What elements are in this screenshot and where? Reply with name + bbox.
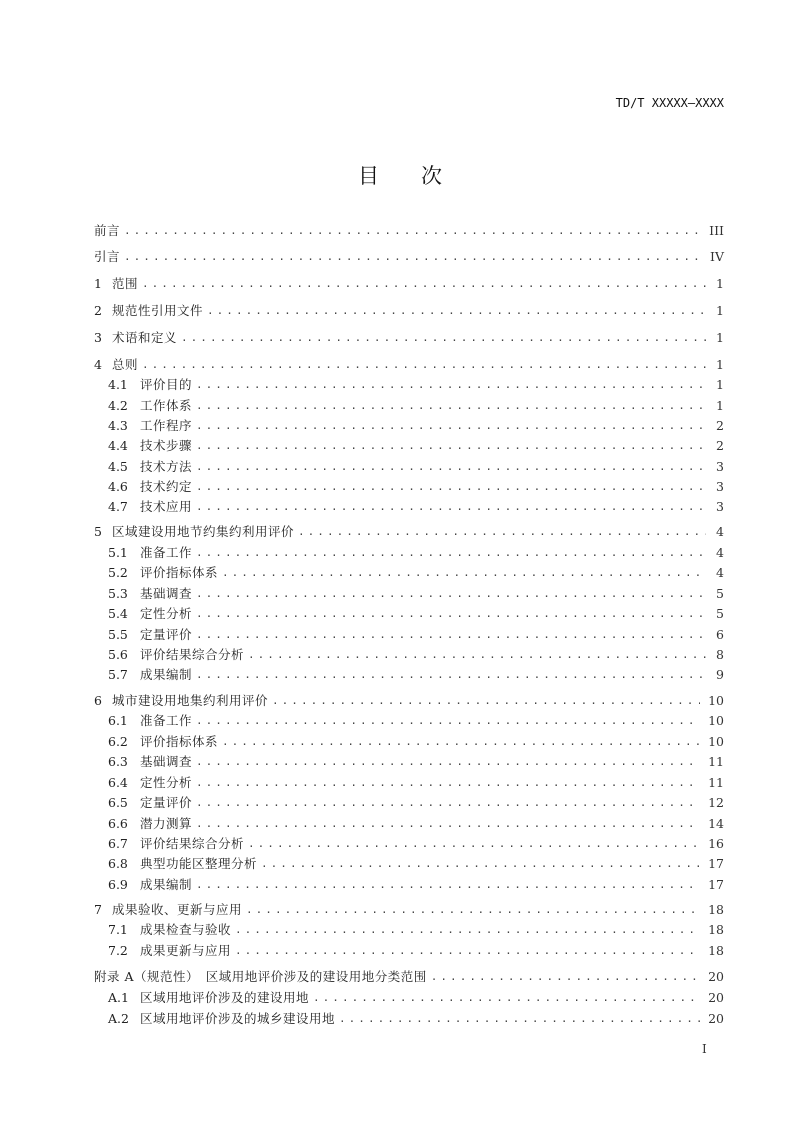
dot-leader bbox=[272, 692, 700, 710]
toc-entry-number: 7.1 bbox=[108, 922, 128, 937]
toc-entry[interactable] bbox=[108, 437, 724, 455]
toc-entry-number: 4 bbox=[94, 357, 102, 372]
dot-leader bbox=[222, 564, 706, 582]
toc-entry-title: 技术约定 bbox=[140, 479, 193, 494]
toc-entry-number: 5 bbox=[94, 524, 102, 539]
toc-entry-page: 4 bbox=[716, 545, 724, 560]
toc-entry[interactable] bbox=[108, 942, 724, 960]
toc-entry-number: 4.4 bbox=[108, 438, 128, 453]
toc-entry-number: 6.3 bbox=[108, 754, 128, 769]
toc-entry-page: 1 bbox=[716, 330, 724, 345]
toc-entry[interactable] bbox=[108, 712, 724, 730]
toc-entry-title: 总则 bbox=[112, 357, 139, 372]
dot-leader bbox=[313, 989, 700, 1007]
toc-entry[interactable] bbox=[108, 989, 724, 1007]
toc-entry-number: 5.5 bbox=[108, 627, 128, 642]
page-number: I bbox=[702, 1042, 707, 1056]
toc-entry-page: 5 bbox=[716, 586, 724, 601]
toc-entry-page: 10 bbox=[708, 693, 724, 708]
toc-entry-number: 6.8 bbox=[108, 856, 128, 871]
toc-entry-title: 前言 bbox=[94, 223, 121, 238]
toc-entry-page: IV bbox=[710, 249, 724, 264]
dot-leader bbox=[196, 774, 700, 792]
toc-entry-number: 4.7 bbox=[108, 499, 128, 514]
toc-entry-number: A.2 bbox=[108, 1011, 129, 1026]
toc-entry-title: 基础调查 bbox=[140, 586, 193, 601]
dot-leader bbox=[207, 302, 706, 320]
dot-leader bbox=[196, 458, 706, 476]
toc-entry-title: 附录 A（规范性） 区域用地评价涉及的建设用地分类范围 bbox=[94, 969, 427, 984]
toc-entry-page: 10 bbox=[708, 734, 724, 749]
dot-leader bbox=[124, 222, 701, 240]
toc-entry[interactable] bbox=[108, 397, 724, 415]
toc-entry[interactable] bbox=[94, 356, 724, 374]
toc-entry-title: 区域用地评价涉及的建设用地 bbox=[140, 990, 310, 1005]
toc-entry-title: 成果编制 bbox=[140, 877, 193, 892]
toc-entry[interactable] bbox=[94, 692, 724, 710]
toc-entry-page: 8 bbox=[716, 647, 724, 662]
dot-leader bbox=[235, 921, 700, 939]
toc-entry-page: 4 bbox=[716, 524, 724, 539]
toc-entry-title: 区域用地评价涉及的城乡建设用地 bbox=[140, 1011, 336, 1026]
toc-entry[interactable] bbox=[108, 1010, 724, 1028]
page-title bbox=[0, 160, 800, 190]
toc-entry-title: 范围 bbox=[112, 276, 139, 291]
toc-entry-page: 11 bbox=[708, 754, 724, 769]
toc-entry-page: 1 bbox=[716, 357, 724, 372]
toc-entry-title: 城市建设用地集约利用评价 bbox=[112, 693, 269, 708]
dot-leader bbox=[431, 968, 700, 986]
toc-entry-page: 16 bbox=[708, 836, 724, 851]
toc-entry[interactable] bbox=[94, 523, 724, 541]
toc-entry[interactable] bbox=[108, 855, 724, 873]
toc-entry-page: 9 bbox=[716, 667, 724, 682]
toc-entry-page: 18 bbox=[708, 902, 724, 917]
toc-entry[interactable] bbox=[108, 646, 724, 664]
toc-entry[interactable] bbox=[94, 968, 724, 986]
toc-entry-title: 成果更新与应用 bbox=[140, 943, 232, 958]
dot-leader bbox=[196, 544, 706, 562]
dot-leader bbox=[142, 356, 706, 374]
toc-entry-title: 评价指标体系 bbox=[140, 734, 219, 749]
toc-entry-number: 6.9 bbox=[108, 877, 128, 892]
dot-leader bbox=[196, 876, 700, 894]
toc-entry-number: 5.4 bbox=[108, 606, 128, 621]
dot-leader bbox=[196, 666, 706, 684]
toc-entry-title: 工作体系 bbox=[140, 398, 193, 413]
toc-entry[interactable] bbox=[108, 666, 724, 684]
toc-entry-number: 6.7 bbox=[108, 836, 128, 851]
toc-entry[interactable] bbox=[108, 876, 724, 894]
toc-entry-page: 6 bbox=[716, 627, 724, 642]
dot-leader bbox=[248, 646, 706, 664]
toc-entry[interactable] bbox=[108, 835, 724, 853]
toc-entry-title: 定性分析 bbox=[140, 775, 193, 790]
toc-entry[interactable] bbox=[108, 605, 724, 623]
toc-entry-page: 20 bbox=[708, 969, 724, 984]
toc-entry[interactable] bbox=[108, 921, 724, 939]
toc-entry-number: A.1 bbox=[108, 990, 129, 1005]
dot-leader bbox=[196, 712, 700, 730]
toc-entry-title: 典型功能区整理分析 bbox=[140, 856, 258, 871]
toc-entry-page: 1 bbox=[716, 276, 724, 291]
toc-entry[interactable] bbox=[108, 753, 724, 771]
dot-leader bbox=[222, 733, 700, 751]
dot-leader bbox=[196, 815, 700, 833]
toc-entry-number: 5.6 bbox=[108, 647, 128, 662]
toc-entry-page: 17 bbox=[708, 877, 724, 892]
toc-entry-page: 18 bbox=[708, 922, 724, 937]
toc-entry-page: 1 bbox=[716, 303, 724, 318]
dot-leader bbox=[196, 478, 706, 496]
toc-entry-number: 5.7 bbox=[108, 667, 128, 682]
toc-entry-title: 规范性引用文件 bbox=[112, 303, 204, 318]
toc-entry-page: 4 bbox=[716, 565, 724, 580]
dot-leader bbox=[298, 523, 706, 541]
toc-entry[interactable] bbox=[108, 417, 724, 435]
dot-leader bbox=[196, 376, 706, 394]
document-code: TD/T XXXXX—XXXX bbox=[615, 96, 724, 110]
toc-entry-title: 定性分析 bbox=[140, 606, 193, 621]
toc-entry-number: 4.6 bbox=[108, 479, 128, 494]
title-char-2: 次 bbox=[421, 164, 442, 188]
toc-entry-page: 18 bbox=[708, 943, 724, 958]
toc-entry-page: 3 bbox=[716, 479, 724, 494]
toc-entry[interactable] bbox=[108, 585, 724, 603]
toc-entry-title: 准备工作 bbox=[140, 713, 193, 728]
dot-leader bbox=[196, 626, 706, 644]
toc-entry-title: 定量评价 bbox=[140, 795, 193, 810]
toc-entry-page: 12 bbox=[708, 795, 724, 810]
dot-leader bbox=[124, 248, 702, 266]
toc-entry[interactable] bbox=[108, 774, 724, 792]
toc-entry-title: 技术步骤 bbox=[140, 438, 193, 453]
toc-entry-number: 6 bbox=[94, 693, 102, 708]
toc-entry-title: 引言 bbox=[94, 249, 121, 264]
dot-leader bbox=[196, 794, 700, 812]
dot-leader bbox=[196, 753, 700, 771]
toc-entry-number: 3 bbox=[94, 330, 102, 345]
dot-leader bbox=[248, 835, 700, 853]
toc-entry-title: 基础调查 bbox=[140, 754, 193, 769]
toc-entry-page: 1 bbox=[716, 398, 724, 413]
toc-entry-title: 术语和定义 bbox=[112, 330, 178, 345]
dot-leader bbox=[181, 329, 706, 347]
title-char-1: 目 bbox=[358, 164, 379, 188]
toc-entry-number: 6.5 bbox=[108, 795, 128, 810]
toc-entry[interactable] bbox=[108, 478, 724, 496]
dot-leader bbox=[196, 498, 706, 516]
toc-entry[interactable] bbox=[94, 329, 724, 347]
toc-entry[interactable] bbox=[108, 564, 724, 582]
toc-entry[interactable] bbox=[108, 626, 724, 644]
toc-entry-title: 评价结果综合分析 bbox=[140, 647, 245, 662]
toc-entry-title: 技术应用 bbox=[140, 499, 193, 514]
toc-entry[interactable] bbox=[94, 302, 724, 320]
toc-entry-page: 17 bbox=[708, 856, 724, 871]
toc-entry-title: 工作程序 bbox=[140, 418, 193, 433]
toc-entry-title: 评价目的 bbox=[140, 377, 193, 392]
toc-entry-number: 6.4 bbox=[108, 775, 128, 790]
dot-leader bbox=[196, 397, 706, 415]
dot-leader bbox=[261, 855, 700, 873]
toc-entry-title: 成果编制 bbox=[140, 667, 193, 682]
toc-entry-title: 准备工作 bbox=[140, 545, 193, 560]
toc-entry-title: 区域建设用地节约集约利用评价 bbox=[112, 524, 295, 539]
toc-entry-page: III bbox=[709, 223, 724, 238]
toc-entry-page: 2 bbox=[716, 418, 724, 433]
toc-entry-number: 5.2 bbox=[108, 565, 128, 580]
toc-entry-number: 2 bbox=[94, 303, 102, 318]
toc-entry[interactable] bbox=[108, 498, 724, 516]
toc-entry-title: 评价结果综合分析 bbox=[140, 836, 245, 851]
toc-entry-number: 4.1 bbox=[108, 377, 128, 392]
toc-entry[interactable] bbox=[108, 733, 724, 751]
dot-leader bbox=[196, 417, 706, 435]
toc-entry-number: 7.2 bbox=[108, 943, 128, 958]
toc-entry-title: 成果验收、更新与应用 bbox=[112, 902, 243, 917]
toc-entry-page: 3 bbox=[716, 499, 724, 514]
toc-entry-number: 6.6 bbox=[108, 816, 128, 831]
toc-entry-number: 4.3 bbox=[108, 418, 128, 433]
dot-leader bbox=[142, 275, 706, 293]
toc-entry[interactable] bbox=[94, 901, 724, 919]
toc-entry[interactable] bbox=[108, 376, 724, 394]
toc-entry[interactable] bbox=[94, 222, 724, 240]
toc-entry-title: 成果检查与验收 bbox=[140, 922, 232, 937]
toc-entry[interactable] bbox=[108, 794, 724, 812]
toc-entry-number: 4.5 bbox=[108, 459, 128, 474]
toc-entry-number: 7 bbox=[94, 902, 102, 917]
toc-entry-page: 5 bbox=[716, 606, 724, 621]
toc-entry-page: 3 bbox=[716, 459, 724, 474]
toc-entry-page: 10 bbox=[708, 713, 724, 728]
dot-leader bbox=[246, 901, 700, 919]
toc-entry[interactable] bbox=[94, 275, 724, 293]
toc-entry-title: 定量评价 bbox=[140, 627, 193, 642]
toc-entry-title: 评价指标体系 bbox=[140, 565, 219, 580]
toc-entry-page: 1 bbox=[716, 377, 724, 392]
toc-entry-title: 技术方法 bbox=[140, 459, 193, 474]
toc-entry-page: 2 bbox=[716, 438, 724, 453]
toc-entry-number: 1 bbox=[94, 276, 102, 291]
dot-leader bbox=[196, 605, 706, 623]
toc-entry-number: 4.2 bbox=[108, 398, 128, 413]
dot-leader bbox=[196, 585, 706, 603]
toc-entry[interactable] bbox=[108, 544, 724, 562]
toc-entry-page: 20 bbox=[708, 990, 724, 1005]
toc-entry-number: 5.1 bbox=[108, 545, 128, 560]
toc-entry[interactable] bbox=[94, 248, 724, 266]
toc-entry[interactable] bbox=[108, 815, 724, 833]
toc-entry-page: 14 bbox=[708, 816, 724, 831]
toc-entry-page: 20 bbox=[708, 1011, 724, 1026]
dot-leader bbox=[235, 942, 700, 960]
toc-entry-title: 潜力测算 bbox=[140, 816, 193, 831]
dot-leader bbox=[339, 1010, 700, 1028]
toc-entry[interactable] bbox=[108, 458, 724, 476]
toc-entry-number: 6.2 bbox=[108, 734, 128, 749]
toc-entry-page: 11 bbox=[708, 775, 724, 790]
toc-entry-number: 6.1 bbox=[108, 713, 128, 728]
dot-leader bbox=[196, 437, 706, 455]
toc-entry-number: 5.3 bbox=[108, 586, 128, 601]
